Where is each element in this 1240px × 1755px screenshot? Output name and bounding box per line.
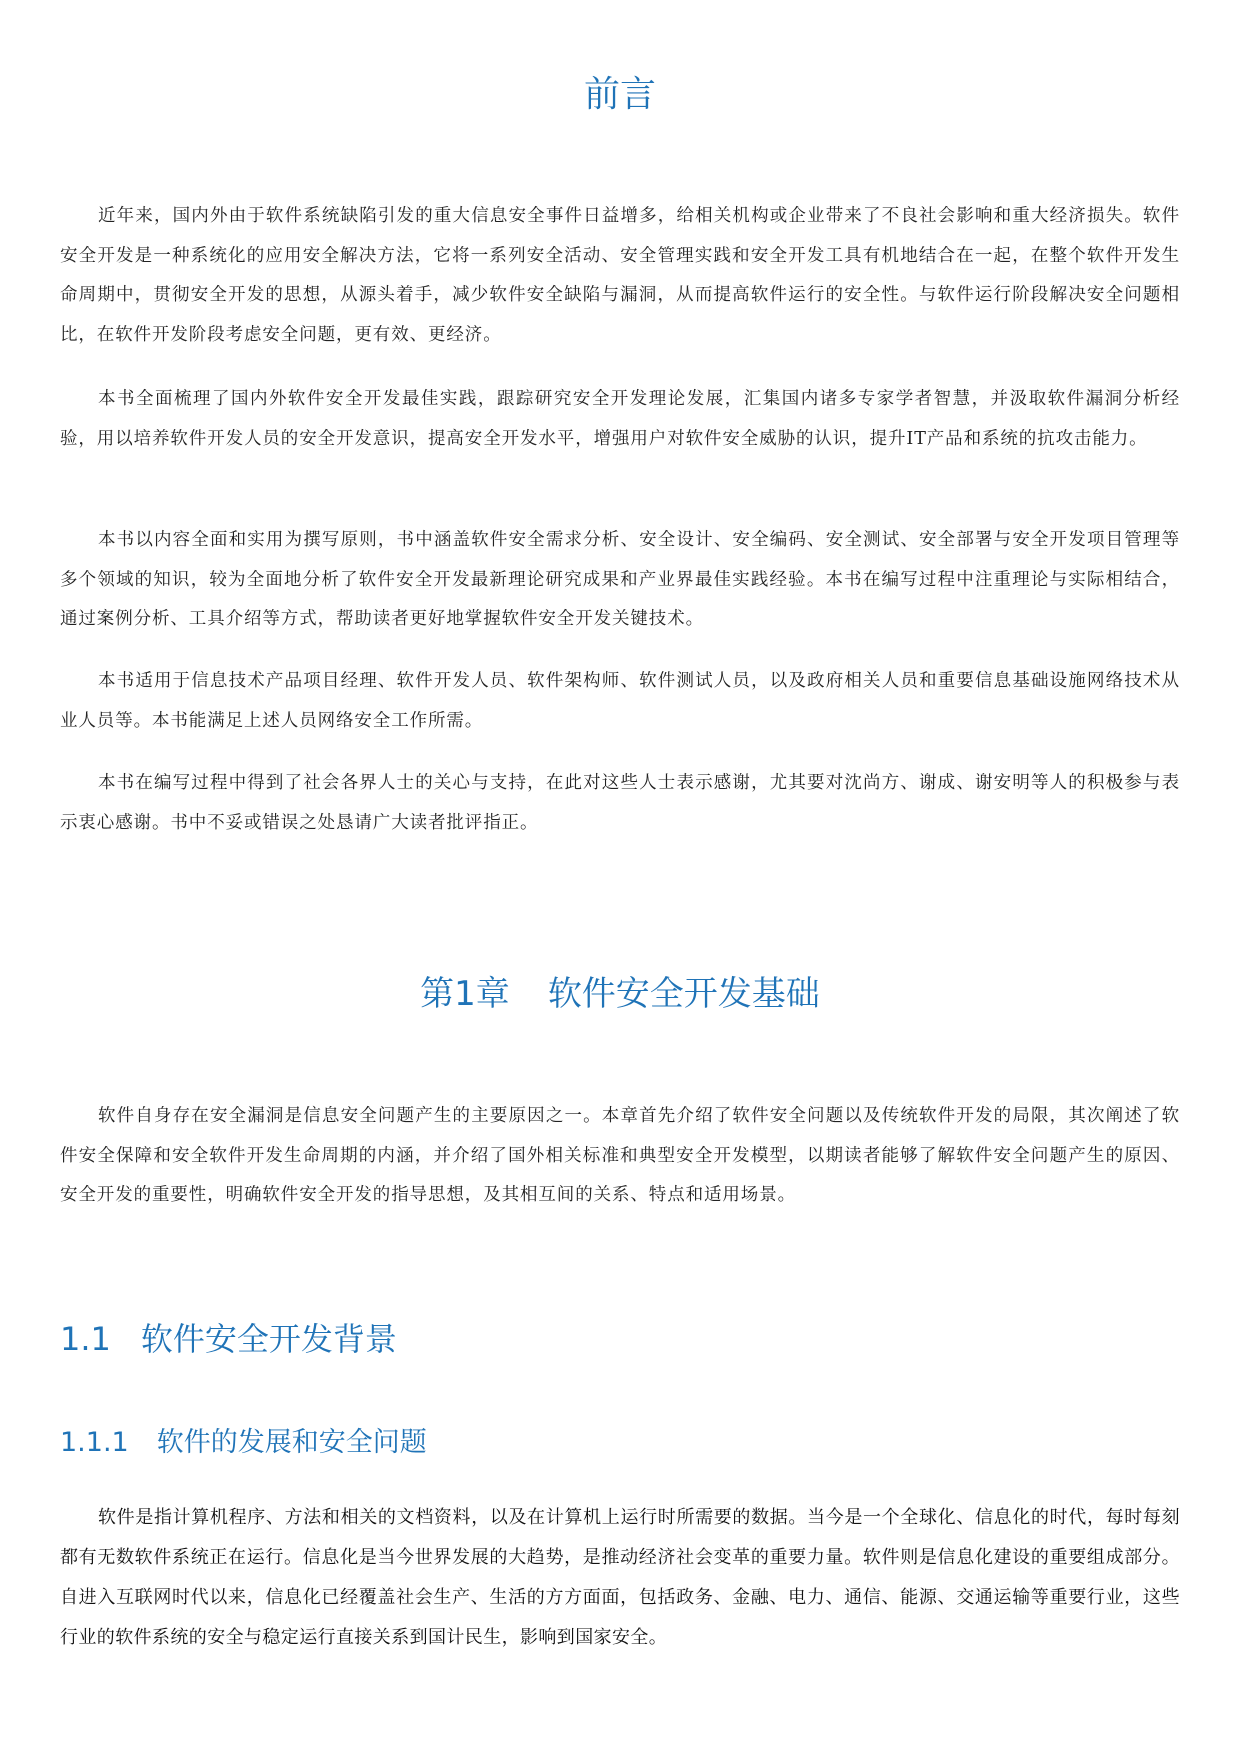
subsection-number: 1.1.1	[60, 1427, 129, 1458]
subsection-heading	[60, 1423, 427, 1463]
preface-paragraph-3: 本书以内容全面和实用为撰写原则，书中涵盖软件安全需求分析、安全设计、安全编码、安全测试、安全部署与安全开发项目管理等多个领域的知识，较为全面地分析了软件安全开发最新理论研究成果和产业界最佳实践经验。本书在编写过程中注重理论与实际相结合，通过案例分析、工具介绍等方式，帮助读者更好地掌握软件安全开发关键技术。	[60, 530, 1180, 629]
chapter-intro-paragraph: 软件自身存在安全漏洞是信息安全问题产生的主要原因之一。本章首先介绍了软件安全问题以及传统软件开发的局限，其次阐述了软件安全保障和安全软件开发生命周期的内涵，并介绍了国外相关标准和典型安全开发模型，以期读者能够了解软件安全问题产生的原因、安全开发的重要性，明确软件安全开发的指导思想，及其相互间的关系、特点和适用场景。	[60, 1106, 1180, 1205]
subsection-paragraph: 软件是指计算机程序、方法和相关的文档资料，以及在计算机上运行时所需要的数据。当今是一个全球化、信息化的时代，每时每刻都有无数软件系统正在运行。信息化是当今世界发展的大趋势，是推动经济社会变革的重要力量。软件则是信息化建设的重要组成部分。自进入互联网时代以来，信息化已经覆盖社会生产、生活的方方面面，包括政务、金融、电力、通信、能源、交通运输等重要行业，这些行业的软件系统的安全与稳定运行直接关系到国计民生，影响到国家安全。	[60, 1507, 1180, 1648]
preface-paragraph-1: 近年来，国内外由于软件系统缺陷引发的重大信息安全事件日益增多，给相关机构或企业带来了不良社会影响和重大经济损失。软件安全开发是一种系统化的应用安全解决方法，它将一系列安全活动、安全管理实践和安全开发工具有机地结合在一起，在整个软件开发生命周期中，贯彻安全开发的思想，从源头着手，减少软件安全缺陷与漏洞，从而提高软件运行的安全性。与软件运行阶段解决安全问题相比，在软件开发阶段考虑安全问题，更有效、更经济。	[60, 206, 1180, 345]
preface-paragraph-5: 本书在编写过程中得到了社会各界人士的关心与支持，在此对这些人士表示感谢，尤其要对沈尚方、谢成、谢安明等人的积极参与表示衷心感谢。书中不妥或错误之处恳请广大读者批评指正。	[60, 773, 1180, 833]
chapter-title-text: 软件安全开发基础	[547, 974, 820, 1014]
section-heading	[60, 1316, 397, 1362]
section-number: 1.1	[60, 1320, 111, 1358]
section-title: 软件安全开发背景	[140, 1320, 397, 1358]
preface-title: 前言	[583, 74, 656, 115]
preface-paragraph-4: 本书适用于信息技术产品项目经理、软件开发人员、软件架构师、软件测试人员，以及政府相关人员和重要信息基础设施网络技术从业人员等。本书能满足上述人员网络安全工作所需。	[60, 671, 1180, 731]
chapter-number: 第1章	[420, 974, 510, 1014]
preface-paragraph-2: 本书全面梳理了国内外软件安全开发最佳实践，跟踪研究安全开发理论发展，汇集国内诸多专家学者智慧，并汲取软件漏洞分析经验，用以培养软件开发人员的安全开发意识，提高安全开发水平，增强用户对软件安全威胁的认识，提升IT产品和系统的抗攻击能力。	[60, 389, 1180, 449]
chapter-title	[0, 970, 1240, 1018]
subsection-title: 软件的发展和安全问题	[156, 1427, 427, 1458]
